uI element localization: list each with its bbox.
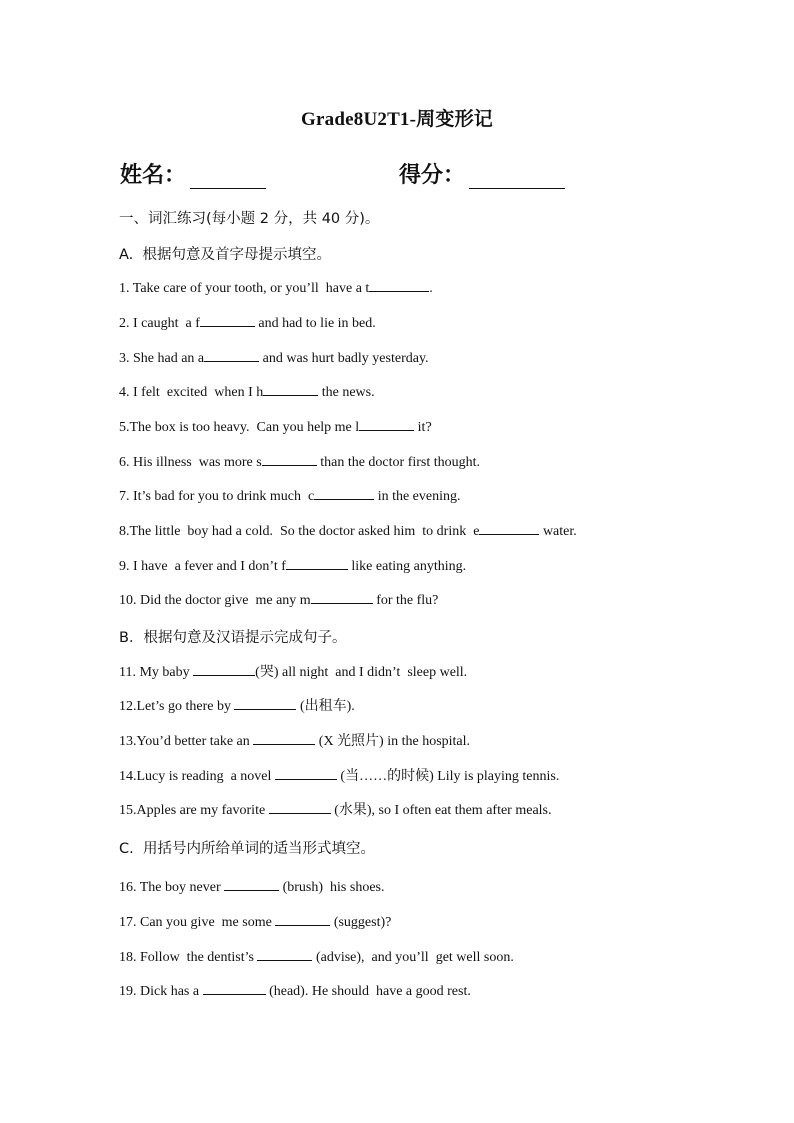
student-info-row <box>120 158 680 192</box>
question-text: 14.Lucy is reading a novel <box>119 769 275 784</box>
question-7 <box>119 487 461 505</box>
name-label: 姓名： <box>120 163 187 188</box>
answer-blank[interactable] <box>275 913 330 926</box>
answer-blank[interactable] <box>200 314 255 327</box>
question-1 <box>119 279 433 297</box>
question-text: 7. It’s bad for you to drink much c <box>119 489 315 504</box>
question-text: and was hurt badly yesterday. <box>259 351 429 366</box>
answer-blank[interactable] <box>359 418 414 431</box>
question-4 <box>119 383 375 401</box>
section-a-heading: A. 根据句意及首字母提示填空。 <box>119 247 331 263</box>
answer-blank[interactable] <box>203 982 266 995</box>
question-text: (advise), and you’ll get well soon. <box>312 950 514 965</box>
answer-blank[interactable] <box>204 349 259 362</box>
question-text: 15.Apples are my favorite <box>119 803 269 818</box>
answer-blank[interactable] <box>253 732 315 745</box>
question-text: (出租车). <box>296 699 355 714</box>
answer-blank[interactable] <box>224 878 279 891</box>
section-b-heading: B．根据句意及汉语提示完成句子。 <box>119 630 347 646</box>
question-text: 2. I caught a f <box>119 316 200 331</box>
question-text: than the doctor first thought. <box>316 455 481 470</box>
question-text: for the flu? <box>372 593 439 608</box>
question-text: (水果), so I often eat them after meals. <box>330 803 552 818</box>
name-blank[interactable] <box>190 166 266 189</box>
question-text: 19. Dick has a <box>119 984 203 999</box>
question-text: . <box>429 281 433 296</box>
question-text: 1. Take care of your tooth, or you’ll have a t <box>119 281 370 296</box>
answer-blank[interactable] <box>257 948 312 961</box>
question-text: like eating anything. <box>347 559 467 574</box>
question-17 <box>119 913 391 931</box>
question-3 <box>119 349 429 367</box>
question-text: in the evening. <box>374 489 461 504</box>
question-10 <box>119 591 438 609</box>
section-c-heading: C. 用括号内所给单词的适当形式填空。 <box>119 841 375 857</box>
question-5 <box>119 418 432 436</box>
question-8 <box>119 522 577 540</box>
question-15 <box>119 799 552 819</box>
answer-blank[interactable] <box>369 279 429 292</box>
score-blank[interactable] <box>469 166 565 189</box>
question-text: 16. The boy never <box>119 880 225 895</box>
question-text: 6. His illness was more s <box>119 455 262 470</box>
question-text: 9. I have a fever and I don’t f <box>119 559 286 574</box>
part1-heading: 一、词汇练习(每小题 2 分，共 40 分)。 <box>119 211 380 227</box>
question-12 <box>119 695 355 715</box>
question-2 <box>119 314 376 332</box>
answer-blank[interactable] <box>314 487 374 500</box>
question-text: 3. She had an a <box>119 351 205 366</box>
question-14 <box>119 765 559 785</box>
question-text: water. <box>539 524 577 539</box>
score-field <box>399 158 565 189</box>
question-16 <box>119 878 385 896</box>
answer-blank[interactable] <box>275 767 337 780</box>
page-title: Grade8U2T1-周变形记 <box>301 109 493 130</box>
question-11 <box>119 661 467 681</box>
question-text: it? <box>414 420 432 435</box>
question-text: (brush) his shoes. <box>279 880 385 895</box>
answer-blank[interactable] <box>234 697 296 710</box>
question-text: 4. I felt excited when I h <box>119 385 264 400</box>
question-text: (X 光照片) in the hospital. <box>315 734 471 749</box>
question-19 <box>119 982 471 1000</box>
question-text: 11. My baby <box>119 665 194 680</box>
question-text: (哭) all night and I didn’t sleep well. <box>255 665 468 680</box>
answer-blank[interactable] <box>479 522 539 535</box>
question-text: (suggest)? <box>330 915 392 930</box>
answer-blank[interactable] <box>311 591 373 604</box>
question-6 <box>119 453 480 471</box>
question-18 <box>119 948 514 966</box>
question-text: 8.The little boy had a cold. So the doctor asked him to drink e <box>119 524 480 539</box>
question-text: 5.The box is too heavy. Can you help me l <box>119 420 360 435</box>
question-9 <box>119 557 466 575</box>
question-13 <box>119 730 470 750</box>
question-text: 18. Follow the dentist’s <box>119 950 258 965</box>
question-text: 13.You’d better take an <box>119 734 254 749</box>
question-text: 12.Let’s go there by <box>119 699 235 714</box>
answer-blank[interactable] <box>286 557 348 570</box>
question-text: (当……的时候) Lily is playing tennis. <box>336 769 560 784</box>
answer-blank[interactable] <box>269 801 331 814</box>
question-text: 17. Can you give me some <box>119 915 276 930</box>
name-field <box>120 158 266 189</box>
question-text: 10. Did the doctor give me any m <box>119 593 311 608</box>
question-text: and had to lie in bed. <box>254 316 376 331</box>
question-text: the news. <box>318 385 375 400</box>
answer-blank[interactable] <box>263 383 318 396</box>
score-label: 得分： <box>399 163 466 188</box>
answer-blank[interactable] <box>262 453 317 466</box>
question-text: (head). He should have a good rest. <box>265 984 471 999</box>
answer-blank[interactable] <box>193 663 255 676</box>
